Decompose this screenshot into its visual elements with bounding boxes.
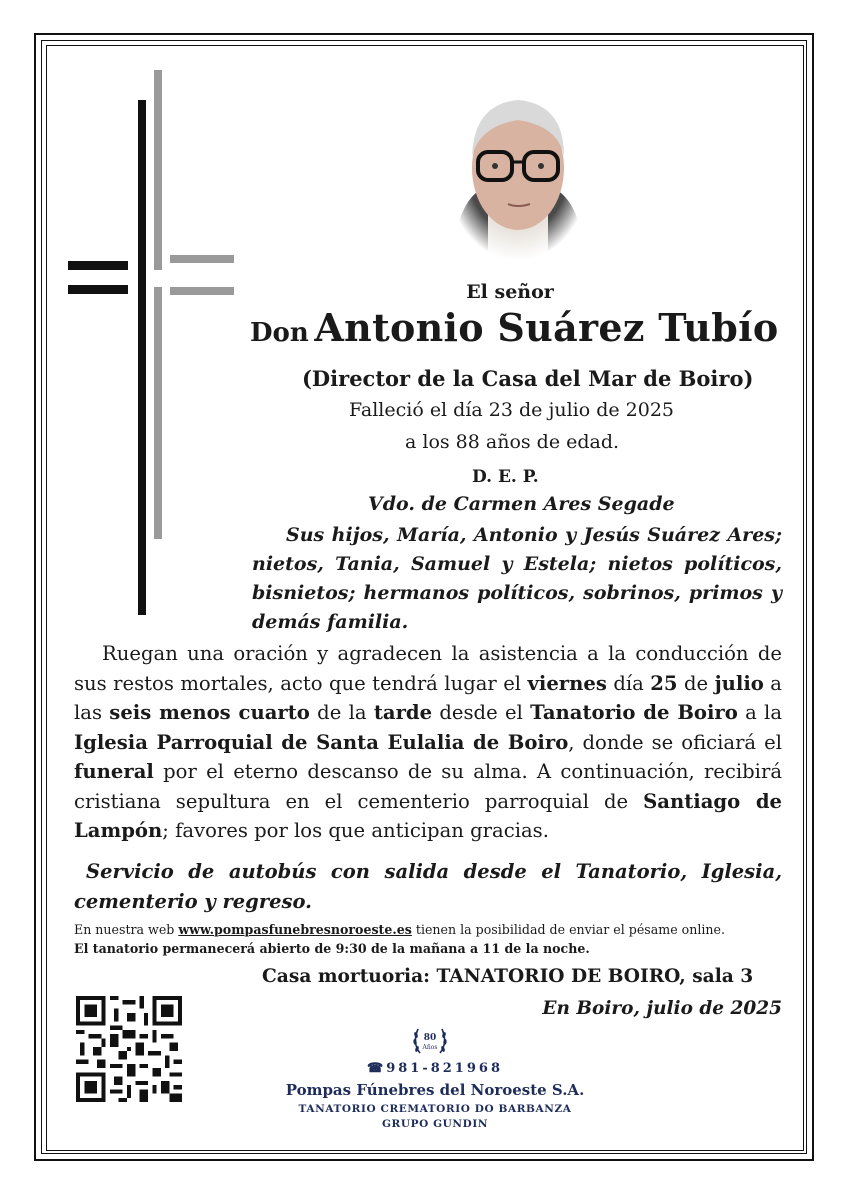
web-prefix: En nuestra web [74, 922, 179, 937]
website-link[interactable]: www.pompasfunebresnoroeste.es [178, 922, 412, 937]
deceased-name [250, 305, 779, 350]
text-segment: Ruegan una oración y agradecen la asistencia a la conducción de sus restos mortales, acto que tendrá lugar el [74, 642, 782, 695]
day-name: viernes [527, 671, 607, 695]
company-subtitle: TANATORIO CREMATORIO DO BARBANZA [298, 1103, 572, 1115]
month: julio [714, 671, 764, 695]
text-segment: día [606, 671, 651, 695]
phone-icon: ☎ [366, 1061, 387, 1076]
bus-service: Servicio de autobús con salida desde el Tanatorio, Iglesia, cementerio y regreso. [74, 860, 782, 913]
text-segment: , donde se oficiará el [568, 730, 782, 754]
day-number: 25 [650, 671, 678, 695]
rip: D. E. P. [472, 467, 539, 487]
text-segment: a las [74, 671, 782, 724]
company-name: Pompas Fúnebres del Noroeste S.A. [285, 1081, 585, 1099]
time: seis menos cuarto [109, 701, 310, 724]
text-segment: a la [737, 701, 783, 724]
honorific: Don [250, 318, 309, 348]
heading: El señor [466, 281, 554, 303]
text-segment: ; favores por los que anticipan gracias. [162, 819, 549, 842]
full-name: Antonio Suárez Tubío [314, 305, 779, 350]
text-segment: de [677, 671, 715, 695]
badge-label: Años [422, 1044, 438, 1051]
badge-number: 80 [423, 1033, 437, 1043]
age: a los 88 años de edad. [405, 431, 620, 453]
death-date: Falleció el día 23 de julio de 2025 [349, 399, 675, 421]
portrait-photo [448, 86, 588, 266]
place-and-date: En Boiro, julio de 2025 [542, 998, 782, 1019]
web-suffix: tienen la posibilidad de enviar el pésame online. [411, 922, 725, 937]
mortuary-location: Casa mortuoria: TANATORIO DE BOIRO, sala 3 [262, 966, 754, 987]
deceased-title: (Director de la Casa del Mar de Boiro) [302, 366, 754, 391]
cross-icon [60, 65, 240, 625]
opening-hours: El tanatorio permanecerá abierto de 9:30 de la mañana a 11 de la noche. [74, 941, 590, 956]
phone-text: 981-821968 [386, 1061, 503, 1076]
text-segment: de la [309, 701, 374, 724]
widower: Vdo. de Carmen Ares Segade [368, 493, 675, 515]
ceremony-paragraph [74, 639, 782, 846]
cemetery-name: Santiago de Lampón [74, 789, 782, 842]
company-group: GRUPO GUNDIN [381, 1118, 489, 1130]
phone-number[interactable] [0, 1061, 850, 1076]
anniversary-badge-icon [410, 1023, 450, 1061]
church-name: Iglesia Parroquial de Santa Eulalia de Boiro [74, 730, 569, 754]
family-text: Sus hijos, María, Antonio y Jesús Suárez Ares; nietos, Tania, Samuel y Estela; nietos políticos, bisnietos; hermanos políticos, sobrinos, primos y demás familia. [252, 524, 782, 633]
funeral-word: funeral [74, 760, 154, 783]
text-segment: desde el [432, 701, 531, 724]
departure-place: Tanatorio de Boiro [530, 701, 738, 724]
family-list [252, 521, 782, 637]
web-note [74, 922, 725, 937]
time-of-day: tarde [373, 701, 433, 724]
text-segment: por el eterno descanso de su alma. A continuación, recibirá cristiana sepultura en el cementerio parroquial de [74, 760, 782, 813]
